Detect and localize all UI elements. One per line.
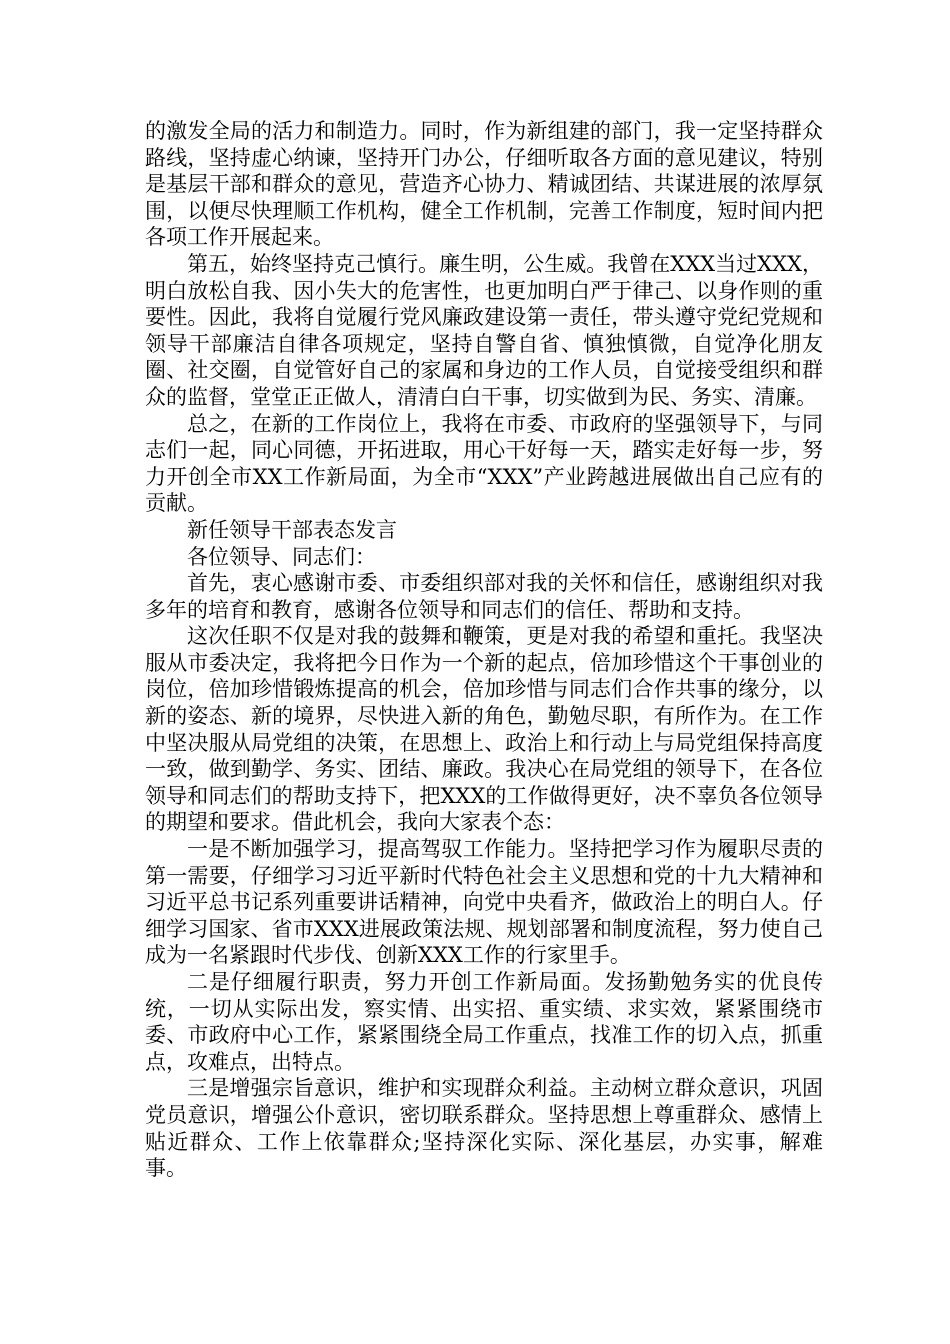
body-paragraph: 二是仔细履行职责，努力开创工作新局面。发扬勤勉务实的优良传统，一切从实际出发，察实情、出实招、重实绩、求实效，紧紧围绕市委、市政府中心工作，紧紧围绕全局工作重点，找准工作的切入点，抓重点，攻难点，出特点。 <box>145 970 823 1074</box>
body-paragraph: 这次任职不仅是对我的鼓舞和鞭策，更是对我的希望和重托。我坚决服从市委决定，我将把今日作为一个新的起点，倍加珍惜这个干事创业的岗位，倍加珍惜锻炼提高的机会，倍加珍惜与同志们合作共事的缘分，以新的姿态、新的境界，尽快进入新的角色，勤勉尽职，有所作为。在工作中坚决服从局党组的决策，在思想上、政治上和行动上与局党组保持高度一致，做到勤学、务实、团结、廉政。我决心在局党组的领导下，在各位领导和同志们的帮助支持下，把XXX的工作做得更好，决不辜负各位领导的期望和要求。借此机会，我向大家表个态： <box>145 624 823 835</box>
body-paragraph: 的激发全局的活力和制造力。同时，作为新组建的部门，我一定坚持群众路线，坚持虚心纳谏，坚持开门办公，仔细听取各方面的意见建议，特别是基层干部和群众的意见，营造齐心协力、精诚团结、共谋进展的浓厚氛围，以便尽快理顺工作机构，健全工作机制，完善工作制度，短时间内把各项工作开展起来。 <box>145 119 823 250</box>
body-paragraph: 一是不断加强学习，提高驾驭工作能力。坚持把学习作为履职尽责的第一需要，仔细学习习近平新时代特色社会主义思想和党的十九大精神和习近平总书记系列重要讲话精神，向党中央看齐，做政治上的明白人。仔细学习国家、省市XXX进展政策法规、规划部署和制度流程，努力使自己成为一名紧跟时代步伐、创新XXX工作的行家里手。 <box>145 837 823 968</box>
body-paragraph: 首先，衷心感谢市委、市委组织部对我的关怀和信任，感谢组织对我多年的培育和教育，感谢各位领导和同志们的信任、帮助和支持。 <box>145 571 823 622</box>
document-page <box>145 118 823 1182</box>
body-paragraph: 三是增强宗旨意识，维护和实现群众利益。主动树立群众意识，巩固党员意识，增强公仆意识，密切联系群众。坚持思想上尊重群众、感情上贴近群众、工作上依靠群众;坚持深化实际、深化基层，办实事，解难事。 <box>145 1076 823 1181</box>
salutation: 各位领导、同志们： <box>187 544 376 569</box>
body-paragraph: 总之，在新的工作岗位上，我将在市委、市政府的坚强领导下，与同志们一起，同心同德，开拓进取，用心干好每一天，踏实走好每一步，努力开创全市XX工作新局面，为全市“XXX”产业跨越进展做出自己应有的贡献。 <box>145 411 823 516</box>
body-paragraph: 第五，始终坚持克己慎行。廉生明，公生威。我曾在XXX当过XXX，明白放松自我、因小失大的危害性，也更加明白严于律己、以身作则的重要性。因此，我将自觉履行党风廉政建设第一责任，带头遵守党纪党规和领导干部廉洁自律各项规定，坚持自警自省、慎独慎微，自觉净化朋友圈、社交圈，自觉管好自己的家属和身边的工作人员，自觉接受组织和群众的监督，堂堂正正做人，清清白白干事，切实做到为民、务实、清廉。 <box>145 251 823 409</box>
section-heading: 新任领导干部表态发言 <box>187 517 397 542</box>
